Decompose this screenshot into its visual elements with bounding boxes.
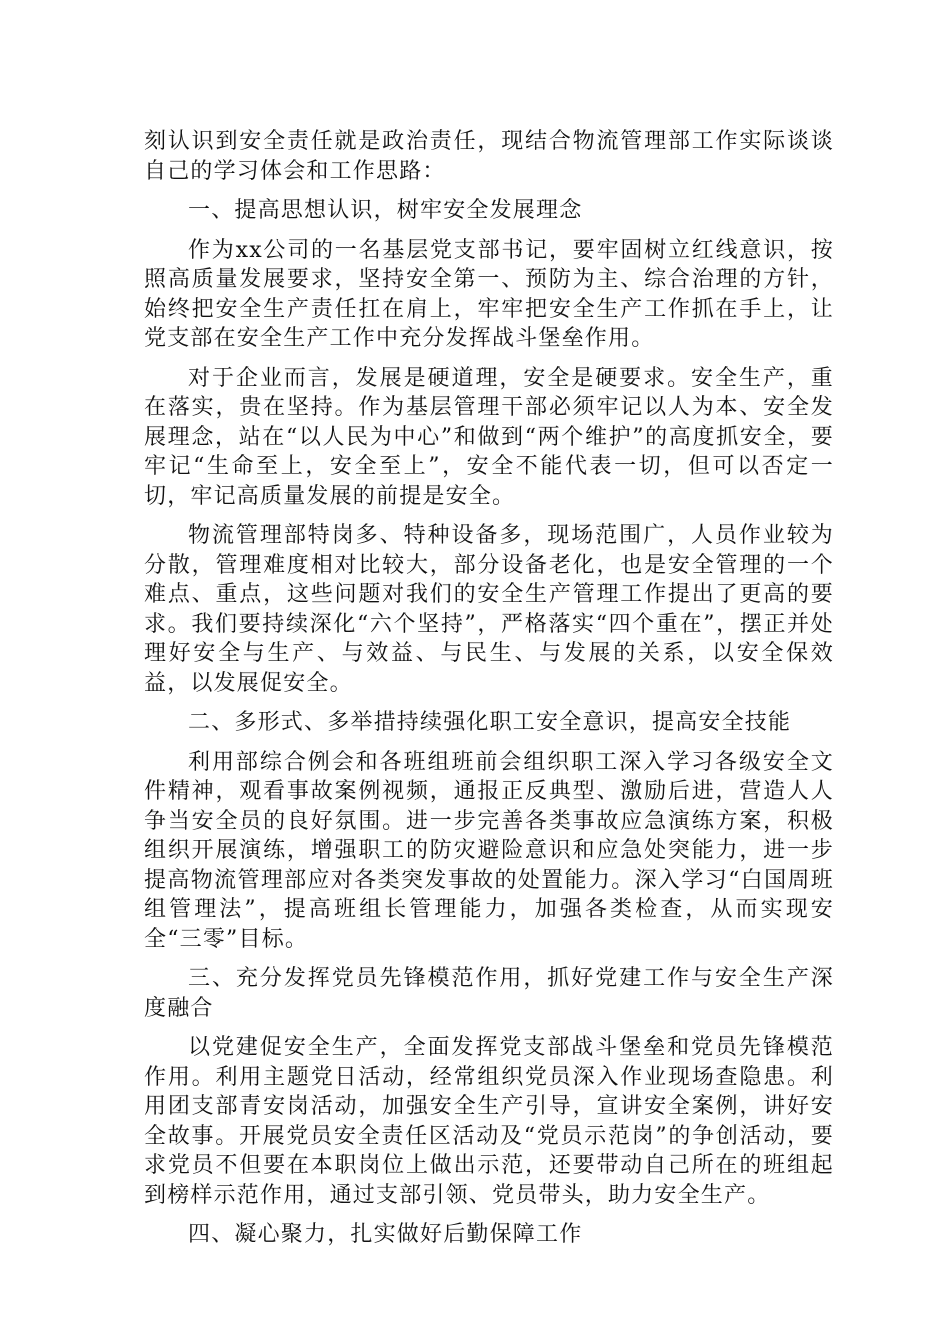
paragraph: 利用部综合例会和各班组班前会组织职工深入学习各级安全文件精神，观看事故案例视频，通报正反典型、激励后进，营造人人争当安全员的良好氛围。进一步完善各类事故应急演练方案，积极组织开展演练，增强职工的防灾避险意识和应急处突能力，进一步提高物流管理部应对各类突发事故的处置能力。深入学习“白国周班组管理法”，提高班组长管理能力，加强各类检查，从而实现安全“三零”目标。 <box>144 749 834 952</box>
paragraph: 作为xx公司的一名基层党支部书记，要牢固树立红线意识，按照高质量发展要求，坚持安全第一、预防为主、综合治理的方针，始终把安全生产责任扛在肩上，牢牢把安全生产工作抓在手上，让党支部在安全生产工作中充分发挥战斗堡垒作用。 <box>144 237 834 351</box>
section-heading-2: 二、多形式、多举措持续强化职工安全意识，提高安全技能 <box>188 710 792 735</box>
section-heading-4: 四、凝心聚力，扎实做好后勤保障工作 <box>188 1222 583 1247</box>
document-body <box>144 127 834 1260</box>
paragraph-intro-continuation: 刻认识到安全责任就是政治责任，现结合物流管理部工作实际谈谈自己的学习体会和工作思路： <box>144 129 834 184</box>
paragraph: 物流管理部特岗多、特种设备多，现场范围广，人员作业较为分散，管理难度相对比较大，部分设备老化，也是安全管理的一个难点、重点，这些问题对我们的安全生产管理工作提出了更高的要求。我们要持续深化“六个坚持”，严格落实“四个重在”，摆正并处理好安全与生产、与效益、与民生、与发展的关系，以安全保效益，以发展促安全。 <box>144 523 834 696</box>
paragraph: 对于企业而言，发展是硬道理，安全是硬要求。安全生产，重在落实，贵在坚持。作为基层管理干部必须牢记以人为本、安全发展理念，站在“以人民为中心”和做到“两个维护”的高度抓安全，要牢记“生命至上，安全至上”，安全不能代表一切，但可以否定一切，牢记高质量发展的前提是安全。 <box>144 365 834 509</box>
section-heading-1: 一、提高思想认识，树牢安全发展理念 <box>188 198 583 223</box>
section-heading-3: 三、充分发挥党员先锋模范作用，抓好党建工作与安全生产深度融合 <box>144 966 834 1021</box>
paragraph: 以党建促安全生产，全面发挥党支部战斗堡垒和党员先锋模范作用。利用主题党日活动，经常组织党员深入作业现场查隐患。利用团支部青安岗活动，加强安全生产引导，宣讲安全案例，讲好安全故事。开展党员安全责任区活动及“党员示范岗”的争创活动，要求党员不但要在本职岗位上做出示范，还要带动自己所在的班组起到榜样示范作用，通过支部引领、党员带头，助力安全生产。 <box>144 1035 834 1208</box>
